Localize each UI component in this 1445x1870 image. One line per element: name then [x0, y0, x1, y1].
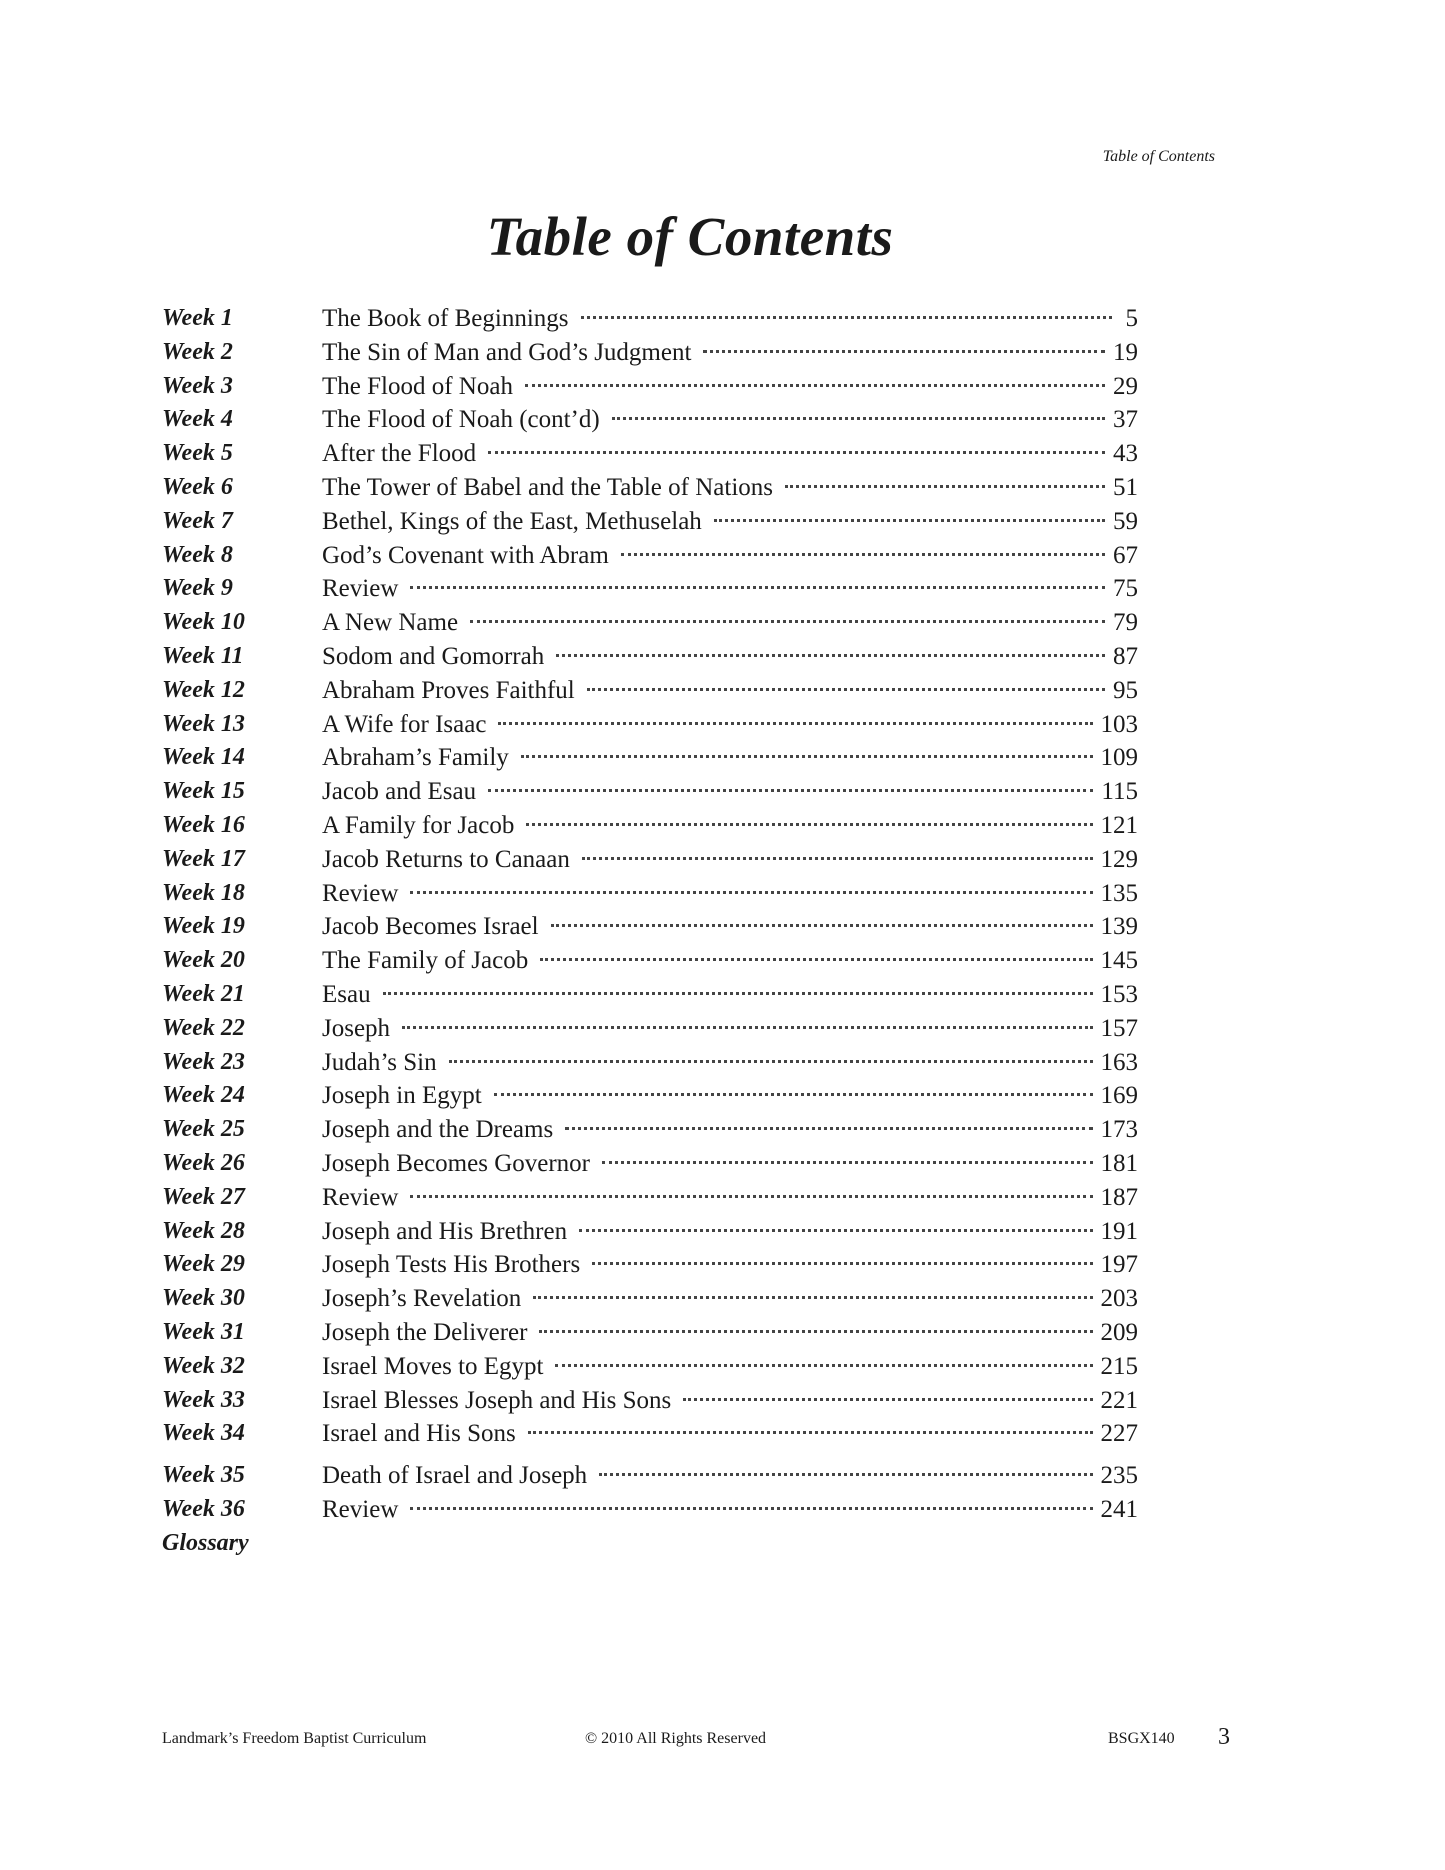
toc-entry — [322, 843, 1138, 877]
toc-row — [162, 1113, 1138, 1147]
toc-week-label: Week 6 — [162, 473, 233, 500]
dot-leader — [533, 1296, 1092, 1299]
toc-entry — [322, 336, 1138, 370]
dot-leader — [539, 1330, 1092, 1333]
toc-row — [162, 1384, 1138, 1418]
toc-entry-title: Joseph and the Dreams — [322, 1116, 554, 1144]
dot-leader — [521, 755, 1093, 758]
toc-entry — [322, 708, 1138, 742]
dot-leader — [703, 350, 1105, 353]
toc-page-number: 51 — [1113, 473, 1138, 501]
dot-leader — [540, 958, 1092, 961]
toc-row — [162, 403, 1138, 437]
toc-week-label: Week 18 — [162, 879, 245, 906]
toc-week-label: Week 28 — [162, 1217, 245, 1244]
toc-page-number: 37 — [1113, 406, 1138, 434]
toc-entry — [322, 606, 1138, 640]
toc-page-number: 121 — [1100, 811, 1138, 839]
toc-page-number: 139 — [1100, 913, 1138, 941]
dot-leader — [410, 891, 1092, 894]
toc-entry — [322, 1493, 1138, 1527]
toc-row — [162, 1181, 1138, 1215]
toc-week-label: Week 21 — [162, 980, 245, 1007]
toc-row — [162, 640, 1138, 674]
toc-page-number: 197 — [1100, 1251, 1138, 1279]
toc-entry-title: The Family of Jacob — [322, 947, 529, 975]
toc-entry-title: Review — [322, 1183, 399, 1211]
dot-leader — [402, 1026, 1092, 1029]
toc-week-label: Week 29 — [162, 1251, 245, 1278]
toc-page-number: 135 — [1100, 879, 1138, 907]
toc-entry — [322, 809, 1138, 843]
toc-row — [162, 1350, 1138, 1384]
toc-week-label: Week 2 — [162, 338, 233, 365]
toc-entry-title: Joseph the Deliverer — [322, 1318, 528, 1346]
toc-page-number: 203 — [1100, 1285, 1138, 1313]
toc-week-label: Week 32 — [162, 1352, 245, 1379]
toc-entry — [322, 1113, 1138, 1147]
dot-leader — [592, 1262, 1092, 1265]
toc-week-label: Glossary — [162, 1529, 249, 1556]
toc-page-number: 103 — [1100, 710, 1138, 738]
toc-entry — [322, 1215, 1138, 1249]
toc-entry-title: A New Name — [322, 609, 459, 637]
dot-leader — [410, 1195, 1092, 1198]
toc-row — [162, 302, 1138, 336]
toc-entry — [322, 741, 1138, 775]
toc-entry-title: Jacob and Esau — [322, 778, 477, 806]
toc-week-label: Week 35 — [162, 1462, 245, 1489]
toc-entry-title: Judah’s Sin — [322, 1048, 437, 1076]
toc-entry-title: The Book of Beginnings — [322, 305, 569, 332]
toc-row — [162, 1282, 1138, 1316]
dot-leader — [714, 519, 1105, 522]
toc-entry — [322, 1282, 1138, 1316]
dot-leader — [383, 992, 1093, 995]
toc-row — [162, 1316, 1138, 1350]
toc-row — [162, 775, 1138, 809]
toc-entry-title: Esau — [322, 980, 371, 1008]
toc-row — [162, 809, 1138, 843]
dot-leader — [494, 1093, 1093, 1096]
toc-row — [162, 708, 1138, 742]
toc-page-number: 109 — [1100, 744, 1138, 772]
dot-leader — [498, 722, 1092, 725]
toc-entry — [322, 539, 1138, 573]
toc-page-number: 153 — [1100, 980, 1138, 1008]
dot-leader — [410, 1507, 1092, 1510]
toc-entry — [322, 978, 1138, 1012]
toc-entry-title: Review — [322, 575, 399, 603]
toc-week-label: Week 3 — [162, 372, 233, 399]
toc-week-label: Week 9 — [162, 575, 233, 602]
dot-leader — [488, 451, 1105, 454]
toc-entry-title: Joseph Becomes Governor — [322, 1149, 590, 1177]
dot-leader — [410, 586, 1105, 589]
toc-row — [162, 1248, 1138, 1282]
toc-entry — [322, 1316, 1138, 1350]
dot-leader — [556, 654, 1105, 657]
toc-week-label: Week 36 — [162, 1495, 245, 1522]
toc-row — [162, 1046, 1138, 1080]
toc-entry — [322, 1459, 1138, 1493]
toc-entry — [322, 1147, 1138, 1181]
toc-row — [162, 910, 1138, 944]
toc-week-label: Week 10 — [162, 609, 245, 636]
toc-entry — [322, 775, 1138, 809]
toc-entry-title: The Flood of Noah — [322, 372, 513, 400]
dot-leader — [525, 384, 1105, 387]
toc-week-label: Week 15 — [162, 778, 245, 805]
toc-page-number: 19 — [1113, 338, 1138, 366]
toc-entry-title: Joseph Tests His Brothers — [322, 1251, 581, 1279]
toc-row — [162, 1527, 1138, 1561]
dot-leader — [581, 316, 1112, 319]
toc-entry-title: Joseph in Egypt — [322, 1082, 482, 1110]
toc-row — [162, 437, 1138, 471]
toc-page-number: 181 — [1100, 1149, 1138, 1177]
toc-row — [162, 877, 1138, 911]
toc-row — [162, 944, 1138, 978]
toc-row — [162, 505, 1138, 539]
toc-page-number: 75 — [1113, 575, 1138, 603]
running-head: Table of Contents — [1102, 148, 1215, 165]
page-title: Table of Contents — [486, 206, 894, 267]
toc-entry-title: Jacob Returns to Canaan — [322, 845, 570, 873]
toc-page-number: 115 — [1101, 778, 1138, 806]
toc-week-label: Week 1 — [162, 305, 233, 331]
toc-week-label: Week 26 — [162, 1149, 245, 1176]
toc-page-number: 87 — [1113, 642, 1138, 670]
toc-row — [162, 674, 1138, 708]
toc-page-number: 191 — [1100, 1217, 1138, 1245]
toc-entry-title: After the Flood — [322, 440, 477, 468]
dot-leader — [683, 1398, 1092, 1401]
toc-row — [162, 1079, 1138, 1113]
dot-leader — [582, 857, 1093, 860]
toc-entry-title: Israel and His Sons — [322, 1420, 516, 1448]
dot-leader — [551, 924, 1093, 927]
toc-week-label: Week 31 — [162, 1318, 245, 1345]
table-of-contents — [162, 302, 1138, 1560]
toc-row — [162, 606, 1138, 640]
toc-page-number: 227 — [1100, 1420, 1138, 1448]
dot-leader — [470, 620, 1105, 623]
toc-entry — [322, 944, 1138, 978]
toc-entry — [322, 640, 1138, 674]
toc-entry — [322, 1181, 1138, 1215]
footer-publisher: Landmark’s Freedom Baptist Curriculum — [162, 1730, 427, 1747]
toc-row — [162, 1215, 1138, 1249]
toc-entry-title: Bethel, Kings of the East, Methuselah — [322, 507, 702, 535]
footer-code: BSGX140 — [1108, 1730, 1175, 1747]
toc-entry-title: Abraham’s Family — [322, 744, 509, 772]
toc-week-label: Week 19 — [162, 913, 245, 940]
toc-page-number: 67 — [1113, 541, 1138, 569]
toc-entry-title: A Family for Jacob — [322, 811, 515, 839]
dot-leader — [555, 1364, 1092, 1367]
toc-page-number: 29 — [1113, 372, 1138, 400]
toc-entry-title: Israel Moves to Egypt — [322, 1352, 544, 1380]
toc-week-label: Week 25 — [162, 1116, 245, 1143]
toc-page-number: 209 — [1100, 1318, 1138, 1346]
toc-entry-title: Jacob Becomes Israel — [322, 913, 539, 941]
dot-leader — [528, 1431, 1093, 1434]
toc-week-label: Week 8 — [162, 541, 233, 568]
toc-entry-title: The Sin of Man and God’s Judgment — [322, 338, 692, 366]
dot-leader — [587, 688, 1105, 691]
toc-week-label: Week 5 — [162, 440, 233, 467]
toc-entry — [322, 1012, 1138, 1046]
toc-entry-title: A Wife for Isaac — [322, 710, 487, 738]
toc-page-number: 79 — [1113, 609, 1138, 637]
toc-week-label: Week 22 — [162, 1014, 245, 1041]
toc-week-label: Week 13 — [162, 710, 245, 737]
toc-page-number: 129 — [1100, 845, 1138, 873]
toc-entry-title: Joseph — [322, 1014, 391, 1042]
toc-page-number: 215 — [1100, 1352, 1138, 1380]
dot-leader — [602, 1161, 1093, 1164]
toc-page-number: 173 — [1100, 1116, 1138, 1144]
toc-entry — [322, 1079, 1138, 1113]
toc-row — [162, 1459, 1138, 1493]
toc-week-label: Week 24 — [162, 1082, 245, 1109]
toc-page-number: 235 — [1100, 1462, 1138, 1490]
toc-page-number: 95 — [1113, 676, 1138, 704]
toc-entry-title: Review — [322, 879, 399, 907]
toc-page-number: 43 — [1113, 440, 1138, 468]
toc-week-label: Week 11 — [162, 642, 244, 669]
dot-leader — [526, 823, 1092, 826]
toc-row — [162, 978, 1138, 1012]
footer-page-number: 3 — [1218, 1724, 1230, 1750]
toc-page-number: 59 — [1113, 507, 1138, 535]
toc-entry — [322, 403, 1138, 437]
toc-week-label: Week 17 — [162, 845, 245, 872]
dot-leader — [785, 485, 1105, 488]
toc-week-label: Week 12 — [162, 676, 245, 703]
toc-page-number: 169 — [1100, 1082, 1138, 1110]
toc-week-label: Week 4 — [162, 406, 233, 433]
toc-page-number: 221 — [1100, 1386, 1138, 1414]
toc-row — [162, 1012, 1138, 1046]
toc-row — [162, 370, 1138, 404]
toc-entry-title: Death of Israel and Joseph — [322, 1462, 588, 1490]
toc-entry-title: Joseph and His Brethren — [322, 1217, 568, 1245]
toc-entry — [322, 1417, 1138, 1451]
toc-week-label: Week 20 — [162, 947, 245, 974]
dot-leader — [565, 1127, 1092, 1130]
toc-entry — [322, 505, 1138, 539]
toc-entry — [322, 471, 1138, 505]
toc-page-number: 157 — [1100, 1014, 1138, 1042]
toc-row — [162, 539, 1138, 573]
dot-leader — [579, 1229, 1092, 1232]
toc-row — [162, 1147, 1138, 1181]
toc-row — [162, 471, 1138, 505]
toc-entry-title: Sodom and Gomorrah — [322, 642, 545, 670]
toc-page-number: 5 — [1125, 305, 1138, 332]
toc-page-number: 145 — [1100, 947, 1138, 975]
toc-page-number: 187 — [1100, 1183, 1138, 1211]
toc-row — [162, 572, 1138, 606]
dot-leader — [488, 789, 1093, 792]
toc-entry-title: God’s Covenant with Abram — [322, 541, 609, 569]
dot-leader — [599, 1473, 1092, 1476]
toc-page-number: 241 — [1100, 1495, 1138, 1523]
toc-entry-title: Israel Blesses Joseph and His Sons — [322, 1386, 672, 1414]
toc-week-label: Week 34 — [162, 1420, 245, 1447]
toc-entry-title: The Flood of Noah (cont’d) — [322, 406, 600, 434]
toc-week-label: Week 27 — [162, 1183, 245, 1210]
toc-row — [162, 1493, 1138, 1527]
toc-entry — [322, 302, 1138, 336]
toc-week-label: Week 7 — [162, 507, 233, 534]
toc-entry-title: Joseph’s Revelation — [322, 1285, 522, 1313]
toc-entry — [322, 572, 1138, 606]
toc-entry — [322, 1350, 1138, 1384]
toc-week-label: Week 16 — [162, 811, 245, 838]
toc-row — [162, 336, 1138, 370]
toc-entry-title: Abraham Proves Faithful — [322, 676, 575, 704]
toc-entry-title: Review — [322, 1495, 399, 1523]
footer-copyright: © 2010 All Rights Reserved — [585, 1730, 767, 1747]
toc-entry — [322, 910, 1138, 944]
toc-row — [162, 741, 1138, 775]
toc-page-number: 163 — [1100, 1048, 1138, 1076]
dot-leader — [449, 1060, 1093, 1063]
toc-week-label: Week 23 — [162, 1048, 245, 1075]
toc-week-label: Week 14 — [162, 744, 245, 771]
toc-week-label: Week 30 — [162, 1285, 245, 1312]
toc-entry — [322, 1248, 1138, 1282]
toc-entry — [322, 877, 1138, 911]
dot-leader — [621, 553, 1105, 556]
dot-leader — [612, 417, 1105, 420]
toc-entry — [322, 370, 1138, 404]
toc-entry — [322, 1046, 1138, 1080]
toc-entry — [322, 437, 1138, 471]
toc-row — [162, 843, 1138, 877]
toc-row — [162, 1417, 1138, 1451]
toc-entry-title: The Tower of Babel and the Table of Nations — [322, 473, 774, 501]
toc-week-label: Week 33 — [162, 1386, 245, 1413]
toc-entry — [322, 1384, 1138, 1418]
toc-entry — [322, 674, 1138, 708]
